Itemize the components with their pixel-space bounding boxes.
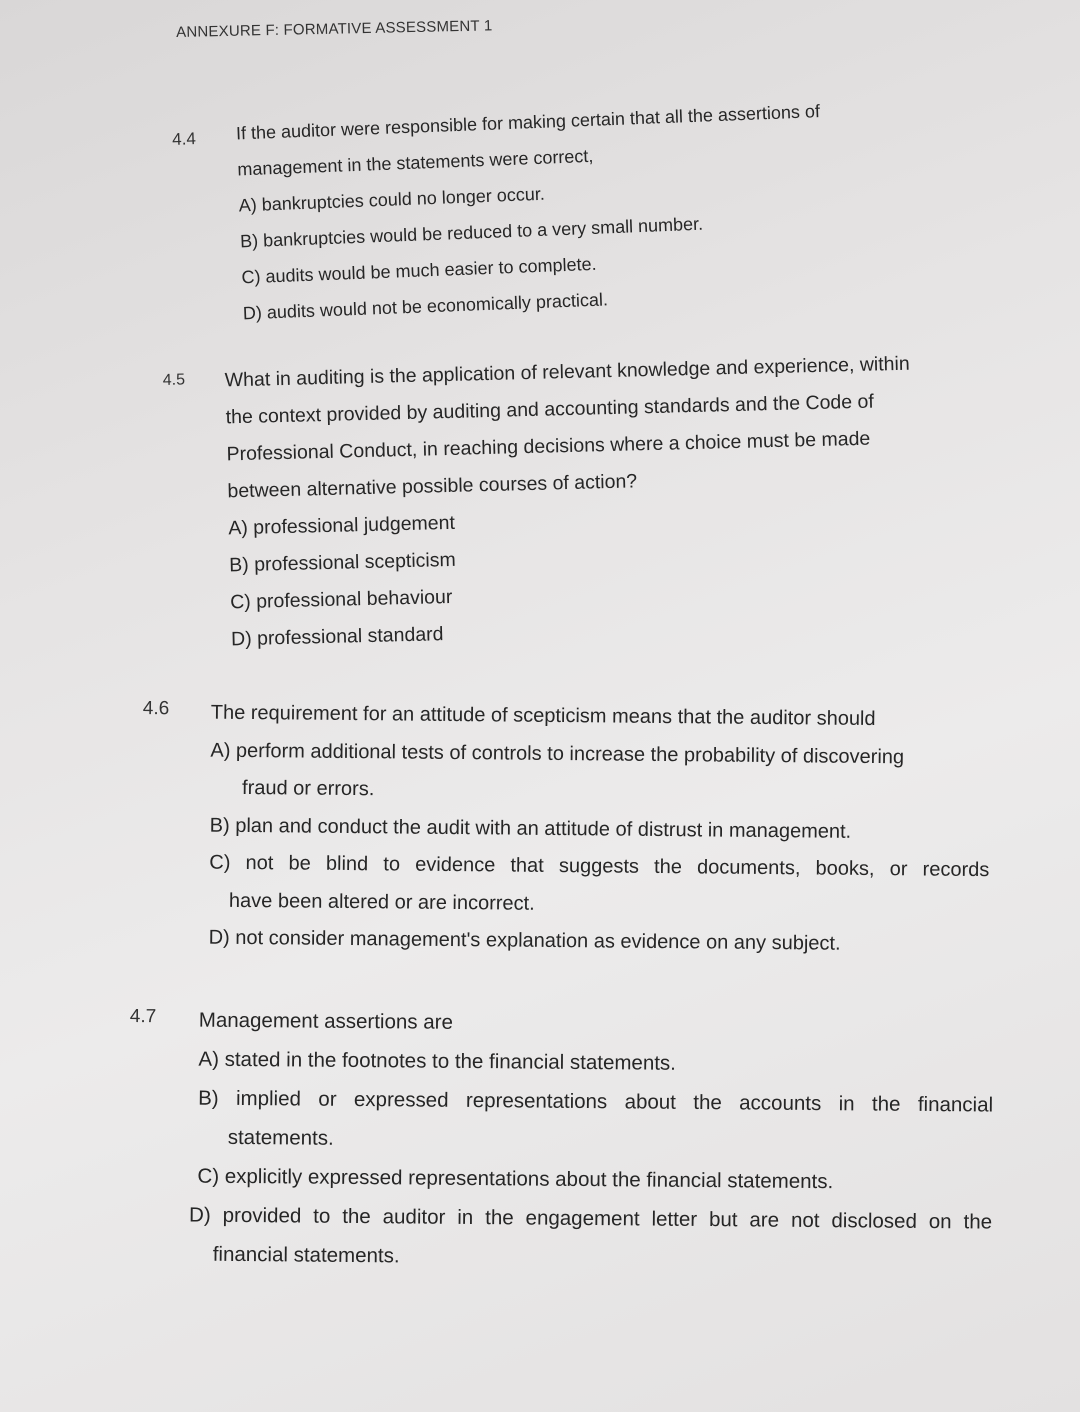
option-b: B) bankruptcies would be reduced to a very small number.	[239, 213, 704, 252]
question-stem-line: Professional Conduct, in reaching decisions where a choice must be made	[226, 427, 871, 466]
option-d: D) audits would not be economically practical.	[242, 289, 609, 324]
question-stem: The requirement for an attitude of scepticism means that the auditor should	[210, 701, 876, 731]
option-d-continuation: financial statements.	[212, 1242, 400, 1268]
question-stem: Management assertions are	[198, 1008, 454, 1034]
option-a-continuation: fraud or errors.	[241, 776, 375, 801]
option-c: C) audits would be much easier to complete.	[241, 253, 597, 288]
option-c: C) explicitly expressed representations about the financial statements.	[197, 1164, 834, 1194]
question-body	[224, 344, 995, 659]
question-body	[189, 1001, 994, 1281]
option-c: C) professional behaviour	[229, 585, 453, 614]
question-stem-line: What in auditing is the application of relevant knowledge and experience, within	[224, 352, 910, 392]
option-d: D) provided to the auditor in the engagement letter but are not disclosed on the	[189, 1203, 993, 1234]
option-a: A) perform additional tests of controls to increase the probability of discovering	[210, 739, 905, 768]
question-body	[208, 695, 990, 965]
option-b: B) implied or expressed representations about the accounts in the financial	[198, 1086, 994, 1117]
question-number: 4.4	[171, 129, 197, 149]
page-header: ANNEXURE F: FORMATIVE ASSESSMENT 1	[176, 17, 493, 41]
option-a: A) bankruptcies could no longer occur.	[238, 183, 546, 216]
option-b: B) professional scepticism	[229, 548, 456, 577]
option-a: A) professional judgement	[228, 511, 456, 540]
option-c-continuation: have been altered or are incorrect.	[228, 889, 535, 915]
question-stem-line: If the auditor were responsible for making certain that all the assertions of	[235, 101, 821, 144]
option-d: D) professional standard	[230, 623, 444, 651]
option-c: C) not be blind to evidence that suggests the documents, books, or records	[209, 851, 990, 882]
option-d: D) not consider management's explanation as evidence on any subject.	[208, 926, 841, 955]
question-stem-line: between alternative possible courses of action?	[227, 470, 638, 503]
option-b-continuation: statements.	[227, 1125, 334, 1150]
option-b: B) plan and conduct the audit with an attitude of distrust in management.	[209, 814, 852, 843]
question-stem-line: the context provided by auditing and accounting standards and the Code of	[225, 390, 875, 429]
question-number: 4.6	[142, 697, 170, 720]
question-body	[235, 86, 1003, 331]
question-number: 4.7	[129, 1005, 157, 1028]
question-number: 4.5	[162, 371, 186, 389]
question-stem-line: management in the statements were correct,	[237, 145, 594, 180]
option-a: A) stated in the footnotes to the financial statements.	[198, 1047, 677, 1075]
